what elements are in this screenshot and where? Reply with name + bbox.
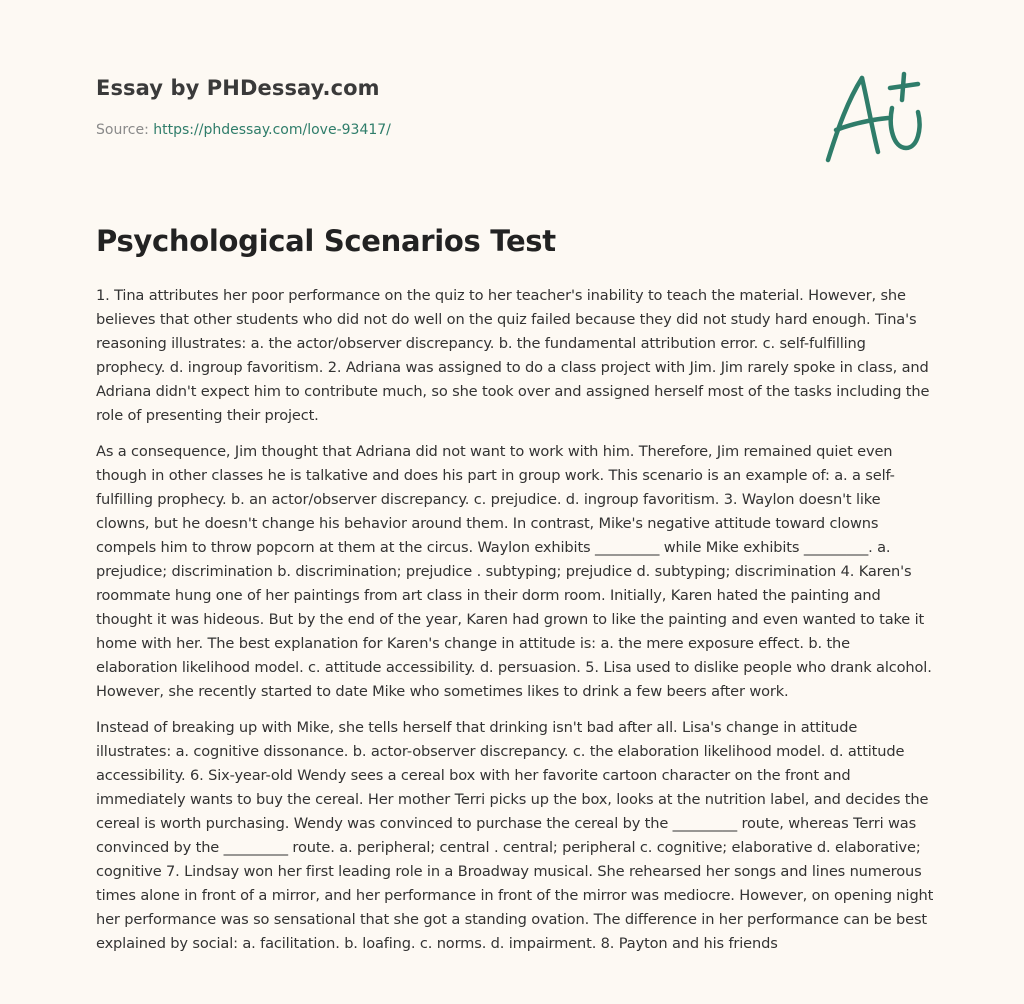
a-plus-grade-icon (818, 68, 930, 166)
source-line (96, 122, 736, 138)
article-body (96, 284, 934, 968)
article-paragraph: Instead of breaking up with Mike, she tells herself that drinking isn't bad after all. Lisa's change in attitude illustrates: a. cognitive dissonance. b. actor-observer discrepancy. c. the elaboration likelihood model. d. attitude accessibility. 6. Six-year-old Wendy sees a cereal box with her favorite cartoon character on the front and immediately wants to buy the cereal. Her mother Terri picks up the box, looks at the nutrition label, and decides the cereal is worth purchasing. Wendy was convinced to purchase the cereal by the _________ route, whereas Terri was convinced by the _________ route. a. peripheral; central . central; peripheral c. cognitive; elaborative d. elaborative; cognitive 7. Lindsay won her first leading role in a Broadway musical. She rehearsed her songs and lines numerous times alone in front of a mirror, and her performance in front of the mirror was mediocre. However, on opening night her performance was so sensational that she got a standing ovation. The difference in her performance can be best explained by social: a. facilitation. b. loafing. c. norms. d. impairment. 8. Payton and his friends (96, 719, 934, 952)
source-link[interactable]: https://phdessay.com/love-93417/ (153, 122, 391, 138)
page-header (96, 76, 736, 138)
article-title: Psychological Scenarios Test (96, 224, 556, 258)
article-paragraph: As a consequence, Jim thought that Adriana did not want to work with him. Therefore, Jim remained quiet even though in other classes he is talkative and does his part in group work. This scenario is an example of: a. a self-fulfilling prophecy. b. an actor/observer discrepancy. c. prejudice. d. ingroup favoritism. 3. Waylon doesn't like clowns, but he doesn't change his behavior around them. In contrast, Mike's negative attitude toward clowns compels him to throw popcorn at them at the circus. Waylon exhibits _________ while Mike exhibits _________. a. prejudice; discrimination b. discrimination; prejudice . subtyping; prejudice d. subtyping; discrimination 4. Karen's roommate hung one of her paintings from art class in their dorm room. Initially, Karen hated the painting and thought it was hideous. But by the end of the year, Karen had grown to like the painting and even wanted to take it home with her. The best explanation for Karen's change in attitude is: a. the mere exposure effect. b. the elaboration likelihood model. c. attitude accessibility. d. persuasion. 5. Lisa used to dislike people who drank alcohol. However, she recently started to date Mike who sometimes likes to drink a few beers after work. (96, 443, 932, 700)
source-label: Source: (96, 122, 154, 138)
article-paragraph: 1. Tina attributes her poor performance on the quiz to her teacher's inability to teach the material. However, she believes that other students who did not do well on the quiz failed because they did not study hard enough. Tina's reasoning illustrates: a. the actor/observer discrepancy. b. the fundamental attribution error. c. self-fulfilling prophecy. d. ingroup favoritism. 2. Adriana was assigned to do a class project with Jim. Jim rarely spoke in class, and Adriana didn't expect him to contribute much, so she took over and assigned herself most of the tasks including the role of presenting their project. (96, 287, 930, 424)
site-brand: Essay by PHDessay.com (96, 76, 380, 100)
